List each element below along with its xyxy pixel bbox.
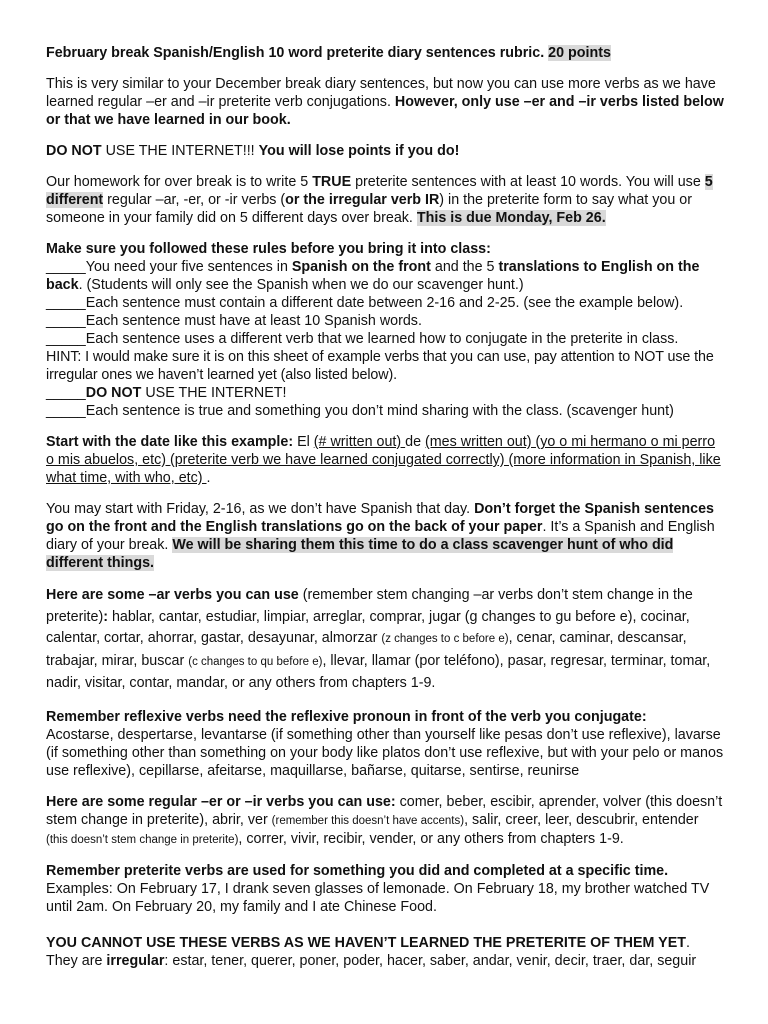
- intro-emphasis: However, only use –er and –ir verbs listed below or that we have learned in our book.: [46, 94, 724, 128]
- ar-verbs-zc-note: (z changes to c before e): [381, 633, 509, 645]
- warning-lose-points: You will lose points if you do!: [258, 143, 460, 159]
- rule-item: _____Each sentence must have at least 10 Spanish words.: [46, 313, 422, 329]
- example-de: de: [405, 434, 426, 450]
- reflexive-text: Acostarse, despertarse, levantarse (if something other than yourself like pesas don’t use reflexive), lavarse (if something other than something on your body like platos don’t use reflexive, but with your pelo or manos use reflexive), cepillarse, afeitarse, maquillarse, bañarse, quitarse, sentirse, reunirse: [46, 726, 724, 779]
- rule-1-english-back: translations to English on the back: [46, 259, 700, 293]
- friday-paragraph: [46, 500, 724, 572]
- reflexive-heading: Remember reflexive verbs need the reflexive pronoun in front of the verb you conjugate:: [46, 708, 647, 725]
- rule-item: _____Each sentence uses a different verb that we learned how to conjugate in the preterite in class.: [46, 331, 679, 347]
- irregular-label: irregular: [106, 952, 165, 969]
- ar-verbs-list-3: , llevar, llamar (por teléfono), pasar, regresar, terminar, tomar, nadir, visitar, contar, mandar, or any others from chapters 1-9.: [46, 652, 711, 691]
- friday-front-back: Don’t forget the Spanish sentences go on the front and the English translations go on the back of your paper: [46, 501, 714, 535]
- scavenger-hunt-note: We will be sharing them this time to do a class scavenger hunt of who did different things.: [46, 537, 674, 571]
- hint-text: HINT: I would make sure it is on this sheet of example verbs that you can use, pay attention to NOT use the irregular ones we haven’t learned yet (also listed below).: [46, 349, 714, 383]
- homework-true: TRUE: [312, 174, 352, 190]
- example-month-blank: (mes written out): [425, 434, 536, 450]
- irregular-text-1: . They are: [46, 934, 690, 969]
- er-ir-verbs-list-1: comer, beber, escibir, aprender, volver (this doesn’t stem change in preterite), abrir, ver: [46, 793, 723, 828]
- er-ir-verbs-list-3: , correr, vivir, recibir, vender, or any others from chapters 1-9.: [238, 830, 624, 847]
- er-ir-verbs-heading: Here are some regular –er or –ir verbs you can use:: [46, 793, 396, 810]
- rule-1-text-e: . (Students will only see the Spanish when we do our scavenger hunt.): [78, 277, 524, 293]
- example-more-blank: (more information in Spanish, like what time, with who, etc): [46, 452, 721, 486]
- intro-text: This is very similar to your December break diary sentences, but now you can use more verbs as we have learned regular –er and –ir preterite verb conjugations.: [46, 76, 716, 110]
- homework-five-different: 5 different: [46, 174, 713, 208]
- preterite-examples: Examples: On February 17, I drank seven glasses of lemonade. On February 18, my brother watched TV until 2am. On February 20, my family and I ate Chinese Food.: [46, 880, 710, 915]
- irregular-verbs-list: : estar, tener, querer, poner, poder, hacer, saber, andar, venir, decir, traer, dar, seguir: [164, 952, 697, 969]
- er-ir-accent-note: (remember this doesn’t have accents): [271, 814, 465, 827]
- rule-item: [46, 258, 724, 294]
- warning-do-not: DO NOT: [46, 143, 102, 159]
- example-end: .: [206, 470, 211, 486]
- preterite-usage-heading: Remember preterite verbs are used for something you did and completed at a specific time.: [46, 862, 669, 879]
- friday-text-3: . It’s a Spanish and English diary of your break.: [46, 519, 715, 553]
- rules-checklist: [46, 240, 724, 420]
- rule-item: [46, 384, 724, 402]
- er-ir-verbs-paragraph: [46, 793, 724, 849]
- points-badge: 20 points: [548, 45, 611, 61]
- homework-text-4: ) in the preterite form to say what you or someone in your family did on 5 different days over break.: [46, 192, 692, 226]
- ar-verbs-heading: Here are some –ar verbs you can use: [46, 587, 299, 603]
- homework-text-2: preterite sentences with at least 10 words. You will use: [351, 174, 705, 190]
- irregular-verbs-paragraph: [46, 934, 724, 970]
- example-lead: Start with the date like this example:: [46, 434, 294, 450]
- preterite-usage-paragraph: [46, 862, 724, 916]
- ar-verbs-cq-note: (c changes to qu before e): [188, 655, 323, 668]
- ar-verbs-colon: :: [103, 608, 108, 625]
- ar-verbs-note: (remember stem changing –ar verbs don’t stem change in the preterite): [46, 587, 693, 625]
- example-verb-blank: (preterite verb we have learned conjugated correctly): [169, 452, 509, 468]
- title-text: February break Spanish/English 10 word preterite diary sentences rubric.: [46, 45, 545, 61]
- rule-1-spanish-front: Spanish on the front: [291, 259, 431, 275]
- warning-text: USE THE INTERNET!!!: [101, 143, 255, 159]
- example-who-blank: (yo o mi hermano o mi perro o mis abuelos, etc): [46, 434, 716, 468]
- rule-1-text-a: _____You need your five sentences in: [46, 259, 292, 275]
- rubric-title: [46, 44, 724, 62]
- ar-verbs-list-1: hablar, cantar, estudiar, limpiar, arreglar, comprar, jugar (g changes to gu before e), cocinar, calentar, cortar, ahorrar, gastar, desayunar, almorzar: [46, 608, 690, 646]
- rule-5-do-not: DO NOT: [85, 385, 142, 401]
- rule-item: _____Each sentence must contain a different date between 2-16 and 2-25. (see the example below).: [46, 295, 684, 311]
- intro-paragraph: [46, 75, 724, 129]
- example-el: El: [293, 434, 314, 450]
- rule-1-text-c: and the 5: [430, 259, 499, 275]
- er-ir-stem-note: (this doesn’t stem change in preterite): [46, 833, 239, 846]
- homework-paragraph: [46, 173, 724, 227]
- example-number-blank: (# written out): [313, 434, 406, 450]
- rule-item: _____Each sentence is true and something you don’t mind sharing with the class. (scavenger hunt): [46, 403, 674, 419]
- ar-verbs-paragraph: [46, 585, 724, 695]
- er-ir-verbs-list-2: , salir, creer, leer, descubrir, entender: [464, 811, 699, 828]
- rules-heading: Make sure you followed these rules before you bring it into class:: [46, 241, 491, 257]
- internet-warning: [46, 142, 724, 160]
- homework-text-1: Our homework for over break is to write 5: [46, 174, 313, 190]
- rule-5-blank: _____: [46, 385, 86, 401]
- irregular-warning-heading: YOU CANNOT USE THESE VERBS AS WE HAVEN’T LEARNED THE PRETERITE OF THEM YET: [46, 934, 686, 951]
- rule-5-text: USE THE INTERNET!: [141, 385, 287, 401]
- reflexive-paragraph: [46, 708, 724, 780]
- homework-text-3: regular –ar, -er, or -ir verbs (: [103, 192, 286, 208]
- ar-verbs-list-2: , cenar, caminar, descansar, trabajar, mirar, buscar: [46, 630, 687, 669]
- due-date: This is due Monday, Feb 26.: [416, 210, 606, 226]
- friday-text-1: You may start with Friday, 2-16, as we don’t have Spanish that day.: [46, 501, 471, 517]
- date-example: [46, 433, 724, 487]
- homework-irregular-ir: or the irregular verb IR: [285, 192, 440, 208]
